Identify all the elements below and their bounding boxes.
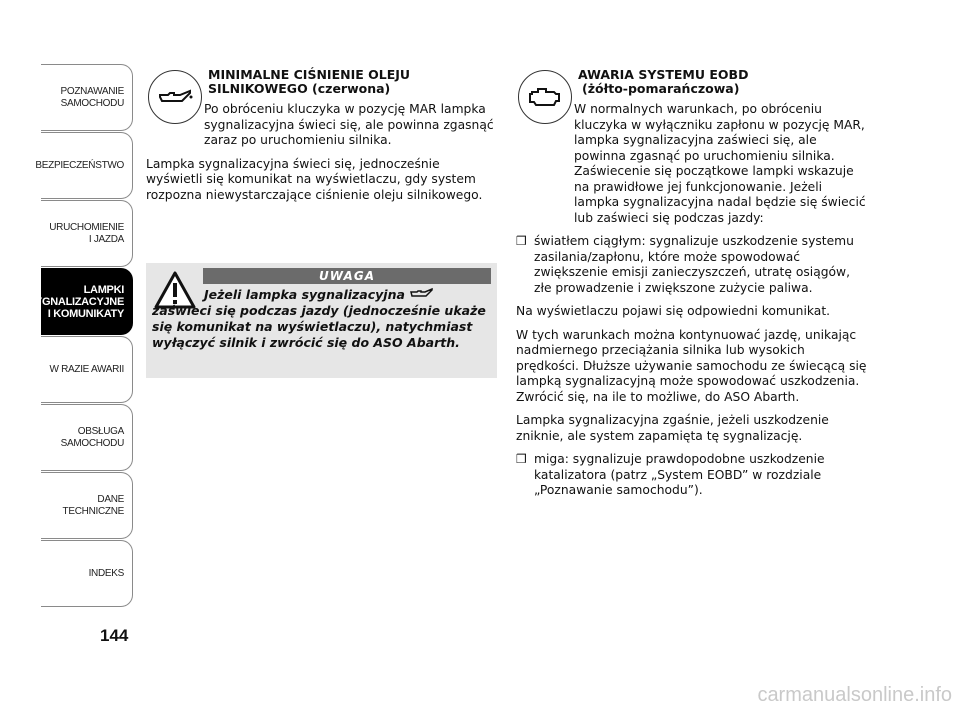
- oil-paragraph-2: Lampka sygnalizacyjna świeci się, jednocześnie wyświetli się komunikat na wyświetlaczu, gdy system rozpozna niewystarczające ciśnienie oleju silnikowego.: [146, 156, 483, 202]
- eobd-paragraph-2: Na wyświetlaczu pojawi się odpowiedni komunikat.: [516, 304, 831, 318]
- eobd-bullet-1: światłem ciągłym: sygnalizuje uszkodzenie systemu zasilania/zapłonu, które może spowodować zwiększenie emisji zanieczyszczeń, utratę osiągów, złe prowadzenie i zwiększone zużycie paliwa.: [534, 234, 854, 295]
- tab-indeks[interactable]: INDEKS: [41, 540, 133, 607]
- oil-title-1: MINIMALNE CIŚNIENIE OLEJU: [208, 67, 411, 82]
- warning-label: UWAGA: [203, 268, 491, 284]
- list-item: [516, 452, 870, 499]
- bullet-mark: ❒: [516, 234, 527, 248]
- oil-can-icon: [409, 287, 435, 299]
- watermark: carmanualsonline.info: [757, 684, 952, 706]
- tab-poznawanie[interactable]: POZNAWANIE SAMOCHODU: [41, 64, 133, 131]
- right-column: [516, 68, 870, 507]
- eobd-bullet-2: miga: sygnalizuje prawdopodobne uszkodzenie katalizatora (patrz „System EOBD” w rozdziale „Poznawanie samochodu”).: [534, 452, 825, 497]
- tab-dane-techniczne[interactable]: DANE TECHNICZNE: [41, 472, 133, 539]
- tab-uruchomienie[interactable]: URUCHOMIENIE I JAZDA: [41, 200, 133, 267]
- bullet-mark: ❒: [516, 452, 527, 466]
- eobd-paragraph-4: Lampka sygnalizacyjna zgaśnie, jeżeli uszkodzenie zniknie, ale system zapamięta tę sygnalizację.: [516, 413, 829, 443]
- eobd-title-1: AWARIA SYSTEMU EOBD: [578, 67, 749, 82]
- sidebar-tabs: [27, 64, 133, 608]
- oil-paragraph-1: Po obróceniu kluczyka w pozycję MAR lampka sygnalizacyjna świeci się, ale powinna zgasnąć zaraz po uruchomieniu silnika.: [204, 102, 494, 147]
- list-item: [516, 234, 870, 296]
- tab-bezpieczenstwo[interactable]: BEZPIECZEŃSTWO: [41, 132, 133, 199]
- warning-rest: zaświeci się podczas jazdy (jednocześnie ukaże się komunikat na wyświetlaczu), natychmiast wyłączyć silnik i zwrócić się do ASO Abarth.: [152, 303, 486, 350]
- tab-w-razie-awarii[interactable]: W RAZIE AWARII: [41, 336, 133, 403]
- left-column: [146, 68, 496, 211]
- tab-obsluga[interactable]: OBSŁUGA SAMOCHODU: [41, 404, 133, 471]
- warning-line-1: Jeżeli lampka sygnalizacyjna: [204, 287, 405, 302]
- oil-title-2: SILNIKOWEGO (czerwona): [208, 81, 391, 96]
- eobd-paragraph-1: W normalnych warunkach, po obróceniu kluczyka w wyłączniku zapłonu w pozycję MAR, lampka sygnalizacyjna zaświeci się, ale powinna zgasnąć po uruchomieniu silnika. Zaświecenie się początkowe lampki wskazuje na prawidłowe jej funkcjonowanie. Jeżeli lampka sygnalizacyjna nadal będzie się świecić lub zaświeci się podczas jazdy:: [574, 102, 866, 225]
- warning-box: [146, 263, 497, 378]
- tab-lampki[interactable]: LAMPKI SYGNALIZACYJNE I KOMUNIKATY: [41, 268, 133, 335]
- page-number: 144: [100, 626, 129, 645]
- eobd-paragraph-3: W tych warunkach można kontynuować jazdę, unikając nadmiernego przeciążania silnika lub wysokich prędkości. Dłuższe używanie samochodu ze świecącą się lampką sygnalizacyjną może spowodować uszkodzenia. Zwrócić się, na ile to możliwe, do ASO Abarth.: [516, 327, 867, 404]
- eobd-title-2: (żółto-pomarańczowa): [582, 81, 740, 96]
